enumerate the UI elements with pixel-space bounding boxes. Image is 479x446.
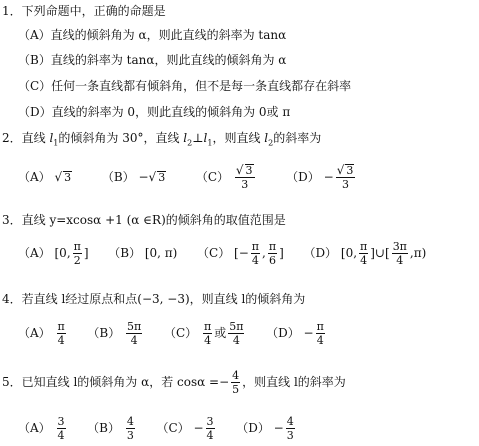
sqrt-icon: √ xyxy=(148,170,157,184)
q4-option-a-label: （A） xyxy=(18,326,51,340)
fraction: $\frac{3}{4}$ xyxy=(57,415,65,442)
sqrt-icon: √ xyxy=(336,163,345,177)
fraction: $\frac{5\pi}{4}$ xyxy=(127,320,142,347)
q2-option-a-label: （A） xyxy=(18,170,51,184)
q5-stem: 5．已知直线 l的倾斜角为 α，若 cosα =− $\frac{4}{5}$ ，则直线 l的斜率为 xyxy=(2,369,346,396)
fraction: $\frac{\pi}{4}$ xyxy=(316,320,324,347)
q4-option-d-label: （D） xyxy=(266,326,300,340)
q4-options: （A） $\frac{\pi}{4}$ （B） $\frac{5\pi}{4}$ （C） $\frac{\pi}{4}$ 或 $\frac{5\pi}{4}$ （D） − $\frac{\pi}{4}$ xyxy=(18,320,324,347)
q1-stem: 1．下列命题中，正确的命题是 xyxy=(2,4,166,18)
fraction: $\frac{√ 3}{3}$ xyxy=(235,163,253,191)
fraction: $\frac{3\pi}{4}$ xyxy=(392,240,407,267)
fraction: $\frac{\pi}{2}$ xyxy=(73,240,81,267)
q3-option-c-label: （C） xyxy=(197,246,231,260)
q5-option-b-label: （B） xyxy=(87,421,120,435)
q3-option-a-label: （A） xyxy=(18,246,51,260)
q1-option-c: （C）任何一条直线都有倾斜角，但不是每一条直线都存在斜率 xyxy=(18,79,352,93)
fraction: $\frac{\pi}{4}$ xyxy=(57,320,65,347)
fraction: $\frac{\pi}{4}$ xyxy=(360,240,368,267)
q5-option-d-label: （D） xyxy=(236,421,270,435)
sqrt-icon: √ xyxy=(235,163,244,177)
q2-stem: 2．直线 $l_1$的倾斜角为 30°，直线 $l_2\perp l_1$，则直线 $l_2$的斜率为 xyxy=(2,131,322,148)
q5-options: （A） $\frac{3}{4}$ （B） $\frac{4}{3}$ （C） − $\frac{3}{4}$ （D） − $\frac{4}{3}$ xyxy=(18,415,294,442)
fraction: $\frac{5\pi}{4}$ xyxy=(229,320,244,347)
fraction: $\frac{√ 3}{3}$ xyxy=(336,163,354,191)
fraction: $\frac{\pi}{6}$ xyxy=(268,240,277,267)
fraction: $\frac{4}{5}$ xyxy=(232,369,240,396)
q2-options: （A） √ 3 （B） −√ 3 （C） $\frac{√ 3}{3}$ （D） − $\frac{√ 3}{3}$ xyxy=(18,163,354,191)
q1-option-a: （A）直线的倾斜角为 α，则此直线的斜率为 tanα xyxy=(18,28,287,42)
q2-option-b-label: （B） xyxy=(101,170,135,184)
fraction: $\frac{\pi}{4}$ xyxy=(203,320,212,347)
sqrt-icon: √ xyxy=(54,170,63,184)
q1-option-d: （D）直线的斜率为 0，则此直线的倾斜角为 0或 π xyxy=(18,105,291,119)
fraction: $\frac{\pi}{4}$ xyxy=(251,240,260,267)
fraction: $\frac{4}{3}$ xyxy=(286,415,294,442)
q3-options: （A） [0, $\frac{\pi}{2}$ ] （B） [0, π) （C） [− $\frac{\pi}{4}$ , $\frac{\pi}{6}$ ] （D） [0, $\frac{\pi}{4}$ ]∪[ $\frac{3\pi}{4}$ ,π) xyxy=(18,240,427,267)
q4-option-c-label: （C） xyxy=(163,326,198,340)
q2-option-d-label: （D） xyxy=(286,170,320,184)
fraction: $\frac{4}{3}$ xyxy=(126,415,134,442)
q4-option-b-label: （B） xyxy=(87,326,121,340)
q3-option-d-label: （D） xyxy=(303,246,338,260)
q3-stem: 3．直线 y=xcosα +1 (α ∈R)的倾斜角的取值范围是 xyxy=(2,213,286,227)
q1-option-b: （B）直线的斜率为 tanα，则此直线的倾斜角为 α xyxy=(18,53,287,67)
q2-option-c-label: （C） xyxy=(195,170,230,184)
q5-option-c-label: （C） xyxy=(156,421,190,435)
q4-stem: 4．若直线 l经过原点和点(−3, −3)，则直线 l的倾斜角为 xyxy=(2,292,306,306)
q3-option-b: （B） [0, π) xyxy=(108,246,178,260)
q5-option-a-label: （A） xyxy=(18,421,51,435)
fraction: $\frac{3}{4}$ xyxy=(206,415,214,442)
